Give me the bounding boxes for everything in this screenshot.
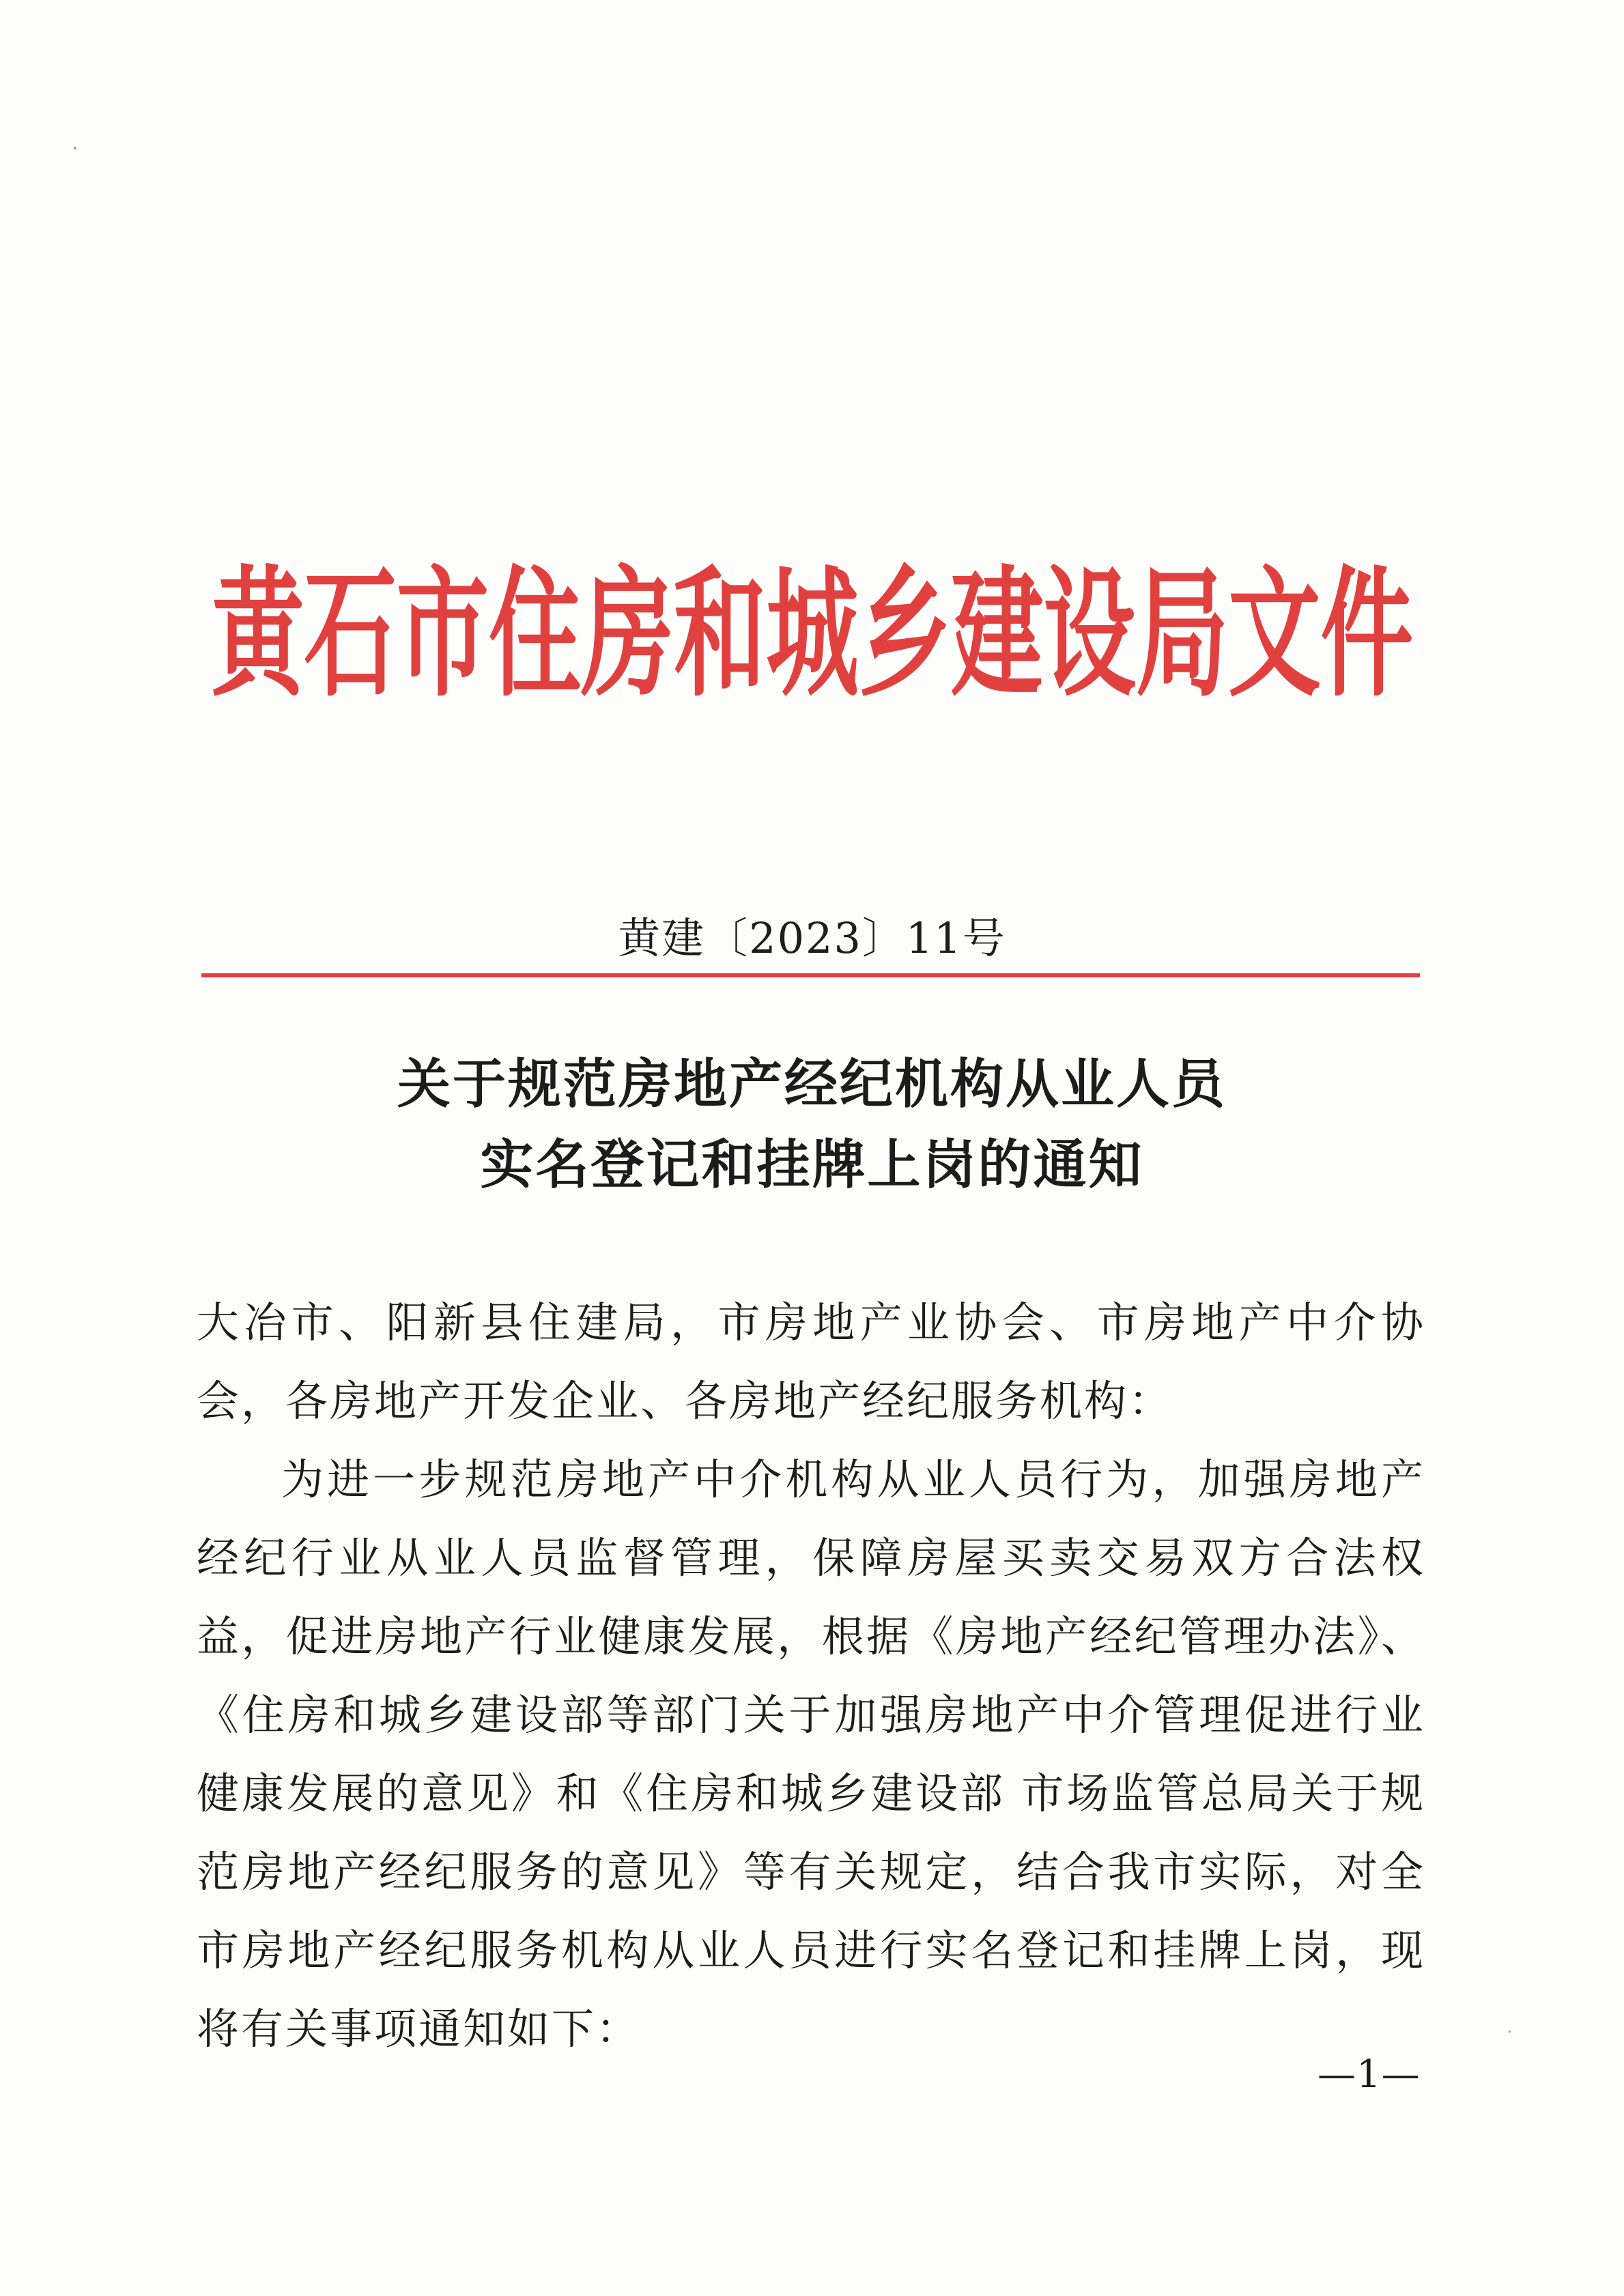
scan-speck	[74, 147, 76, 149]
addressee: 大冶市、阳新县住建局，市房地产业协会、市房地产中介协会，各房地产开发企业、各房地产经纪服务机构：	[197, 1297, 1425, 1426]
subject-line-1: 关于规范房地产经纪机构从业人员	[397, 1053, 1227, 1115]
document-number: 黄建〔2023〕11号	[618, 913, 1006, 963]
header-title-graphic	[205, 546, 1420, 717]
document-body	[197, 1283, 1425, 2068]
subject-line-2: 实名登记和挂牌上岗的通知	[480, 1134, 1144, 1196]
document-subject	[0, 1044, 1624, 1205]
scan-speck	[1509, 2030, 1511, 2033]
document-header-title	[205, 546, 1420, 717]
red-divider-line	[201, 973, 1420, 977]
body-paragraph: 为进一步规范房地产中介机构从业人员行为，加强房地产经纪行业从业人员监督管理，保障房屋买卖交易双方合法权益，促进房地产行业健康发展，根据《房地产经纪管理办法》、《住房和城乡建设部等部门关于加强房地产中介管理促进行业健康发展的意见》和《住房和城乡建设部 市场监管总局关于规范房地产经纪服务的意见》等有关规定，结合我市实际，对全市房地产经纪服务机构从业人员进行实名登记和挂牌上岗，现将有关事项通知如下：	[197, 1454, 1425, 2054]
header-title-text: 黄石市住房和城乡建设局文件	[212, 554, 1413, 716]
page-number: —1—	[1317, 2052, 1421, 2097]
